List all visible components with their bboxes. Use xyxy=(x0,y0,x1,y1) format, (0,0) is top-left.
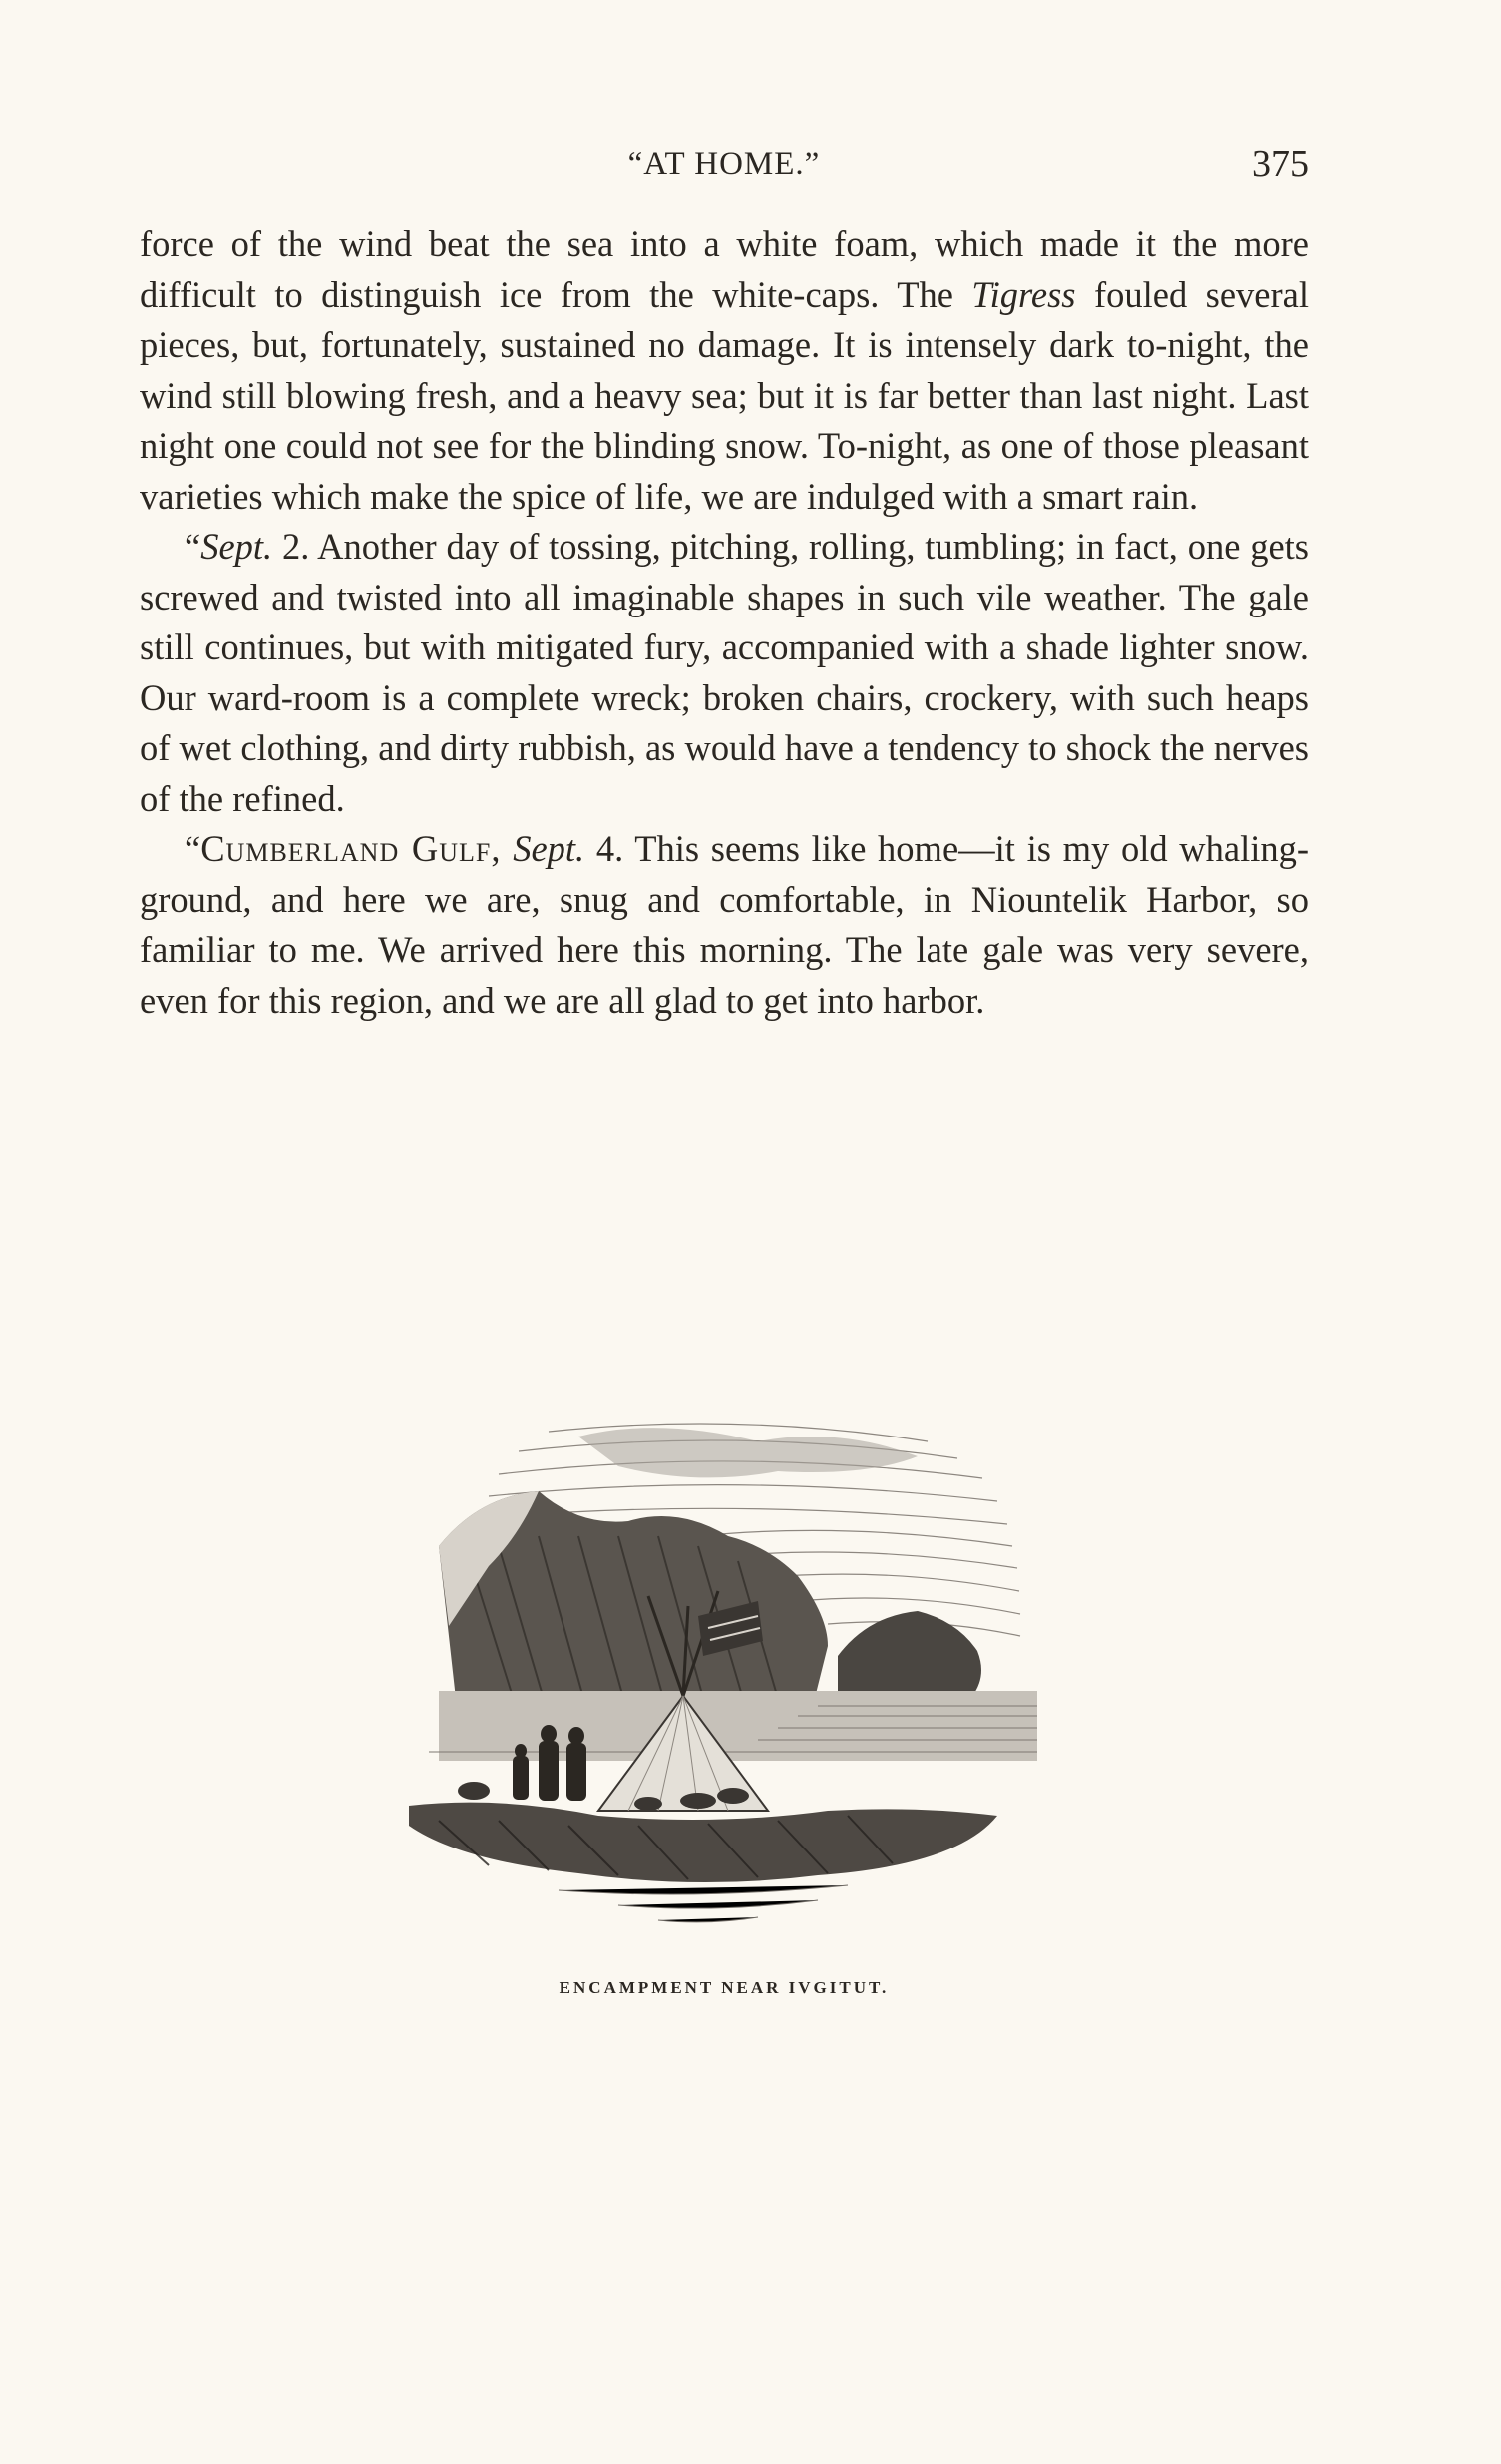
paragraph xyxy=(140,522,1309,824)
page-number: 375 xyxy=(1252,143,1309,185)
open-quote: “ xyxy=(185,526,201,567)
text-run xyxy=(502,828,514,869)
foreground-rocks xyxy=(409,1803,997,1882)
date-abbrev: Sept. xyxy=(200,526,273,567)
ground-lines xyxy=(559,1885,848,1922)
running-title: “AT HOME.” xyxy=(627,146,821,182)
engraving-illustration xyxy=(399,1397,1077,1985)
storm-cloud xyxy=(578,1428,918,1477)
paragraph xyxy=(140,824,1309,1026)
text-run: 2. Another day of tossing, pitching, rolling, tumbling; in fact, one gets screwed and twisted into all imaginable shapes in such vile weather. The gale still continues, but with mitigated fury, accompanied with a shade lighter snow. Our ward-room is a complete wreck; broken chairs, crockery, with such heaps of wet clothing, and dirty rubbish, as would have a tendency to shock the nerves of the refined. xyxy=(140,526,1309,819)
text-run: fouled several pieces, but, fortunately, sustained no damage. It is intensely dark to-night, the wind still blowing fresh, and a heavy sea; but it is far better than last night. Last night one could not see for the blinding snow. To-night, as one of those pleasant varieties which make the spice of life, we are indulged with a smart rain. xyxy=(140,273,1309,517)
place-name: Cumberland Gulf, xyxy=(200,828,502,869)
ship-name: Tigress xyxy=(971,273,1076,315)
paragraph xyxy=(140,219,1309,522)
date-abbrev: Sept. xyxy=(513,828,585,869)
text-run: 4. This seems like home—it is my old whaling-ground, and here we are, snug and comfortable, in Niountelik Harbor, so familiar to me. We arrived here this morning. The late gale was very severe, even for this region, and we are all glad to get into harbor. xyxy=(140,828,1310,1021)
running-head xyxy=(140,142,1309,192)
illustration-caption: ENCAMPMENT NEAR IVGITUT. xyxy=(559,1978,890,1997)
body-text xyxy=(140,219,1309,1026)
sea xyxy=(439,1691,1037,1761)
headland xyxy=(838,1611,981,1696)
open-quote: “ xyxy=(185,828,201,869)
text-run: force of the wind beat the sea into a white foam, which made it the more difficult to distinguish ice from the white-caps. The xyxy=(140,223,1309,315)
